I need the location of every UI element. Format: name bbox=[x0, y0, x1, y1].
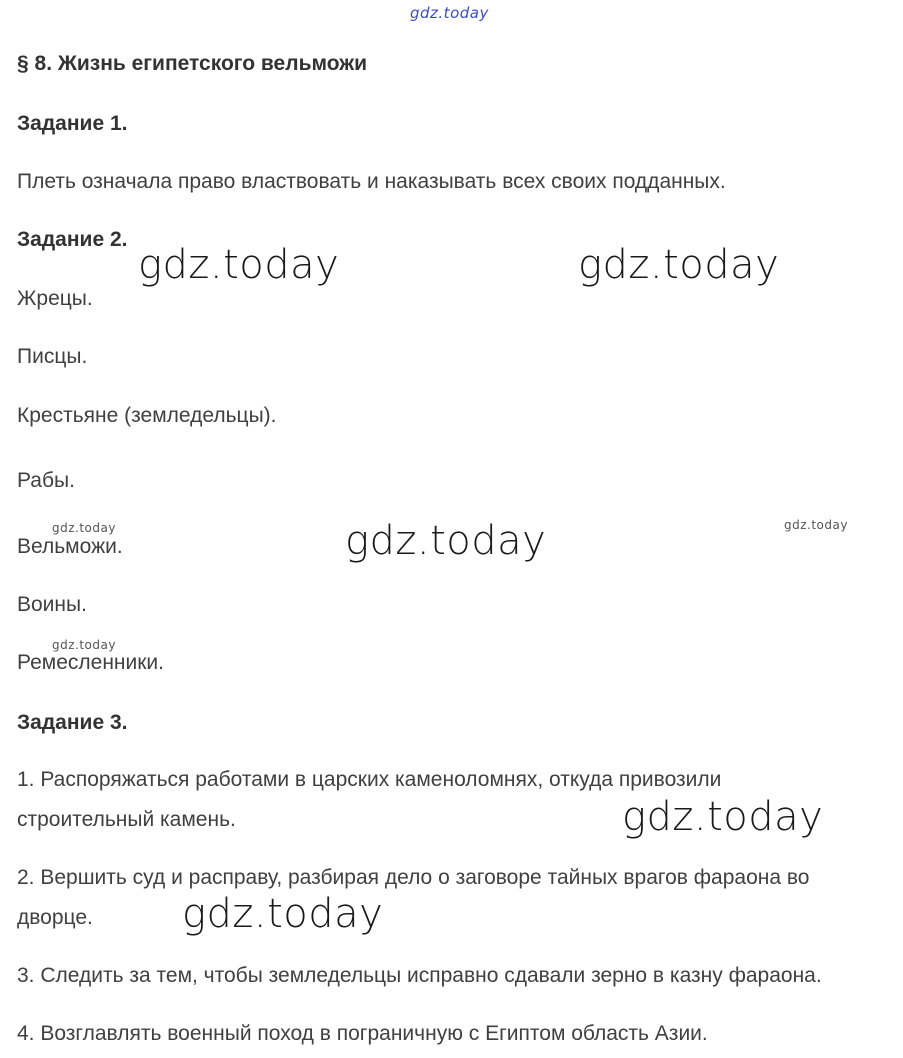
task1-heading: Задание 1. bbox=[17, 112, 128, 135]
task2-heading: Задание 2. bbox=[17, 228, 128, 251]
task2-item: Жрецы. bbox=[17, 287, 93, 310]
task2-item: Ремесленники. bbox=[17, 651, 164, 674]
task3-item-line: 3. Следить за тем, чтобы земледельцы исправно сдавали зерно в казну фараона. bbox=[17, 964, 822, 987]
watermark-small: gdz.today bbox=[52, 521, 116, 535]
task2-item: Писцы. bbox=[17, 345, 88, 368]
task3-item-line: строительный камень. bbox=[17, 808, 236, 831]
task2-item: Воины. bbox=[17, 593, 87, 616]
task3-item-line: 1. Распоряжаться работами в царских каменоломнях, откуда привозили bbox=[17, 768, 722, 791]
task2-item: Рабы. bbox=[17, 469, 75, 492]
watermark-top: gdz.today bbox=[410, 4, 489, 22]
watermark-small: gdz.today bbox=[784, 518, 848, 532]
task3-item-line: 4. Возглавлять военный поход в пограничную с Египтом область Азии. bbox=[17, 1022, 708, 1045]
task3-heading: Задание 3. bbox=[17, 711, 128, 734]
watermark-large: gdz.today bbox=[182, 891, 384, 937]
task1-text: Плеть означала право властвовать и наказывать всех своих подданных. bbox=[17, 170, 726, 193]
section-title: § 8. Жизнь египетского вельможи bbox=[17, 52, 368, 75]
task2-item: Вельможи. bbox=[17, 535, 123, 558]
watermark-large: gdz.today bbox=[345, 518, 547, 564]
watermark-small: gdz.today bbox=[52, 638, 116, 652]
watermark-large: gdz.today bbox=[622, 794, 824, 840]
watermark-large: gdz.today bbox=[578, 242, 780, 288]
watermark-large: gdz.today bbox=[138, 242, 340, 288]
task3-item-line: дворце. bbox=[17, 906, 93, 929]
task3-item-line: 2. Вершить суд и расправу, разбирая дело о заговоре тайных врагов фараона во bbox=[17, 866, 810, 889]
task2-item: Крестьяне (земледельцы). bbox=[17, 404, 277, 427]
